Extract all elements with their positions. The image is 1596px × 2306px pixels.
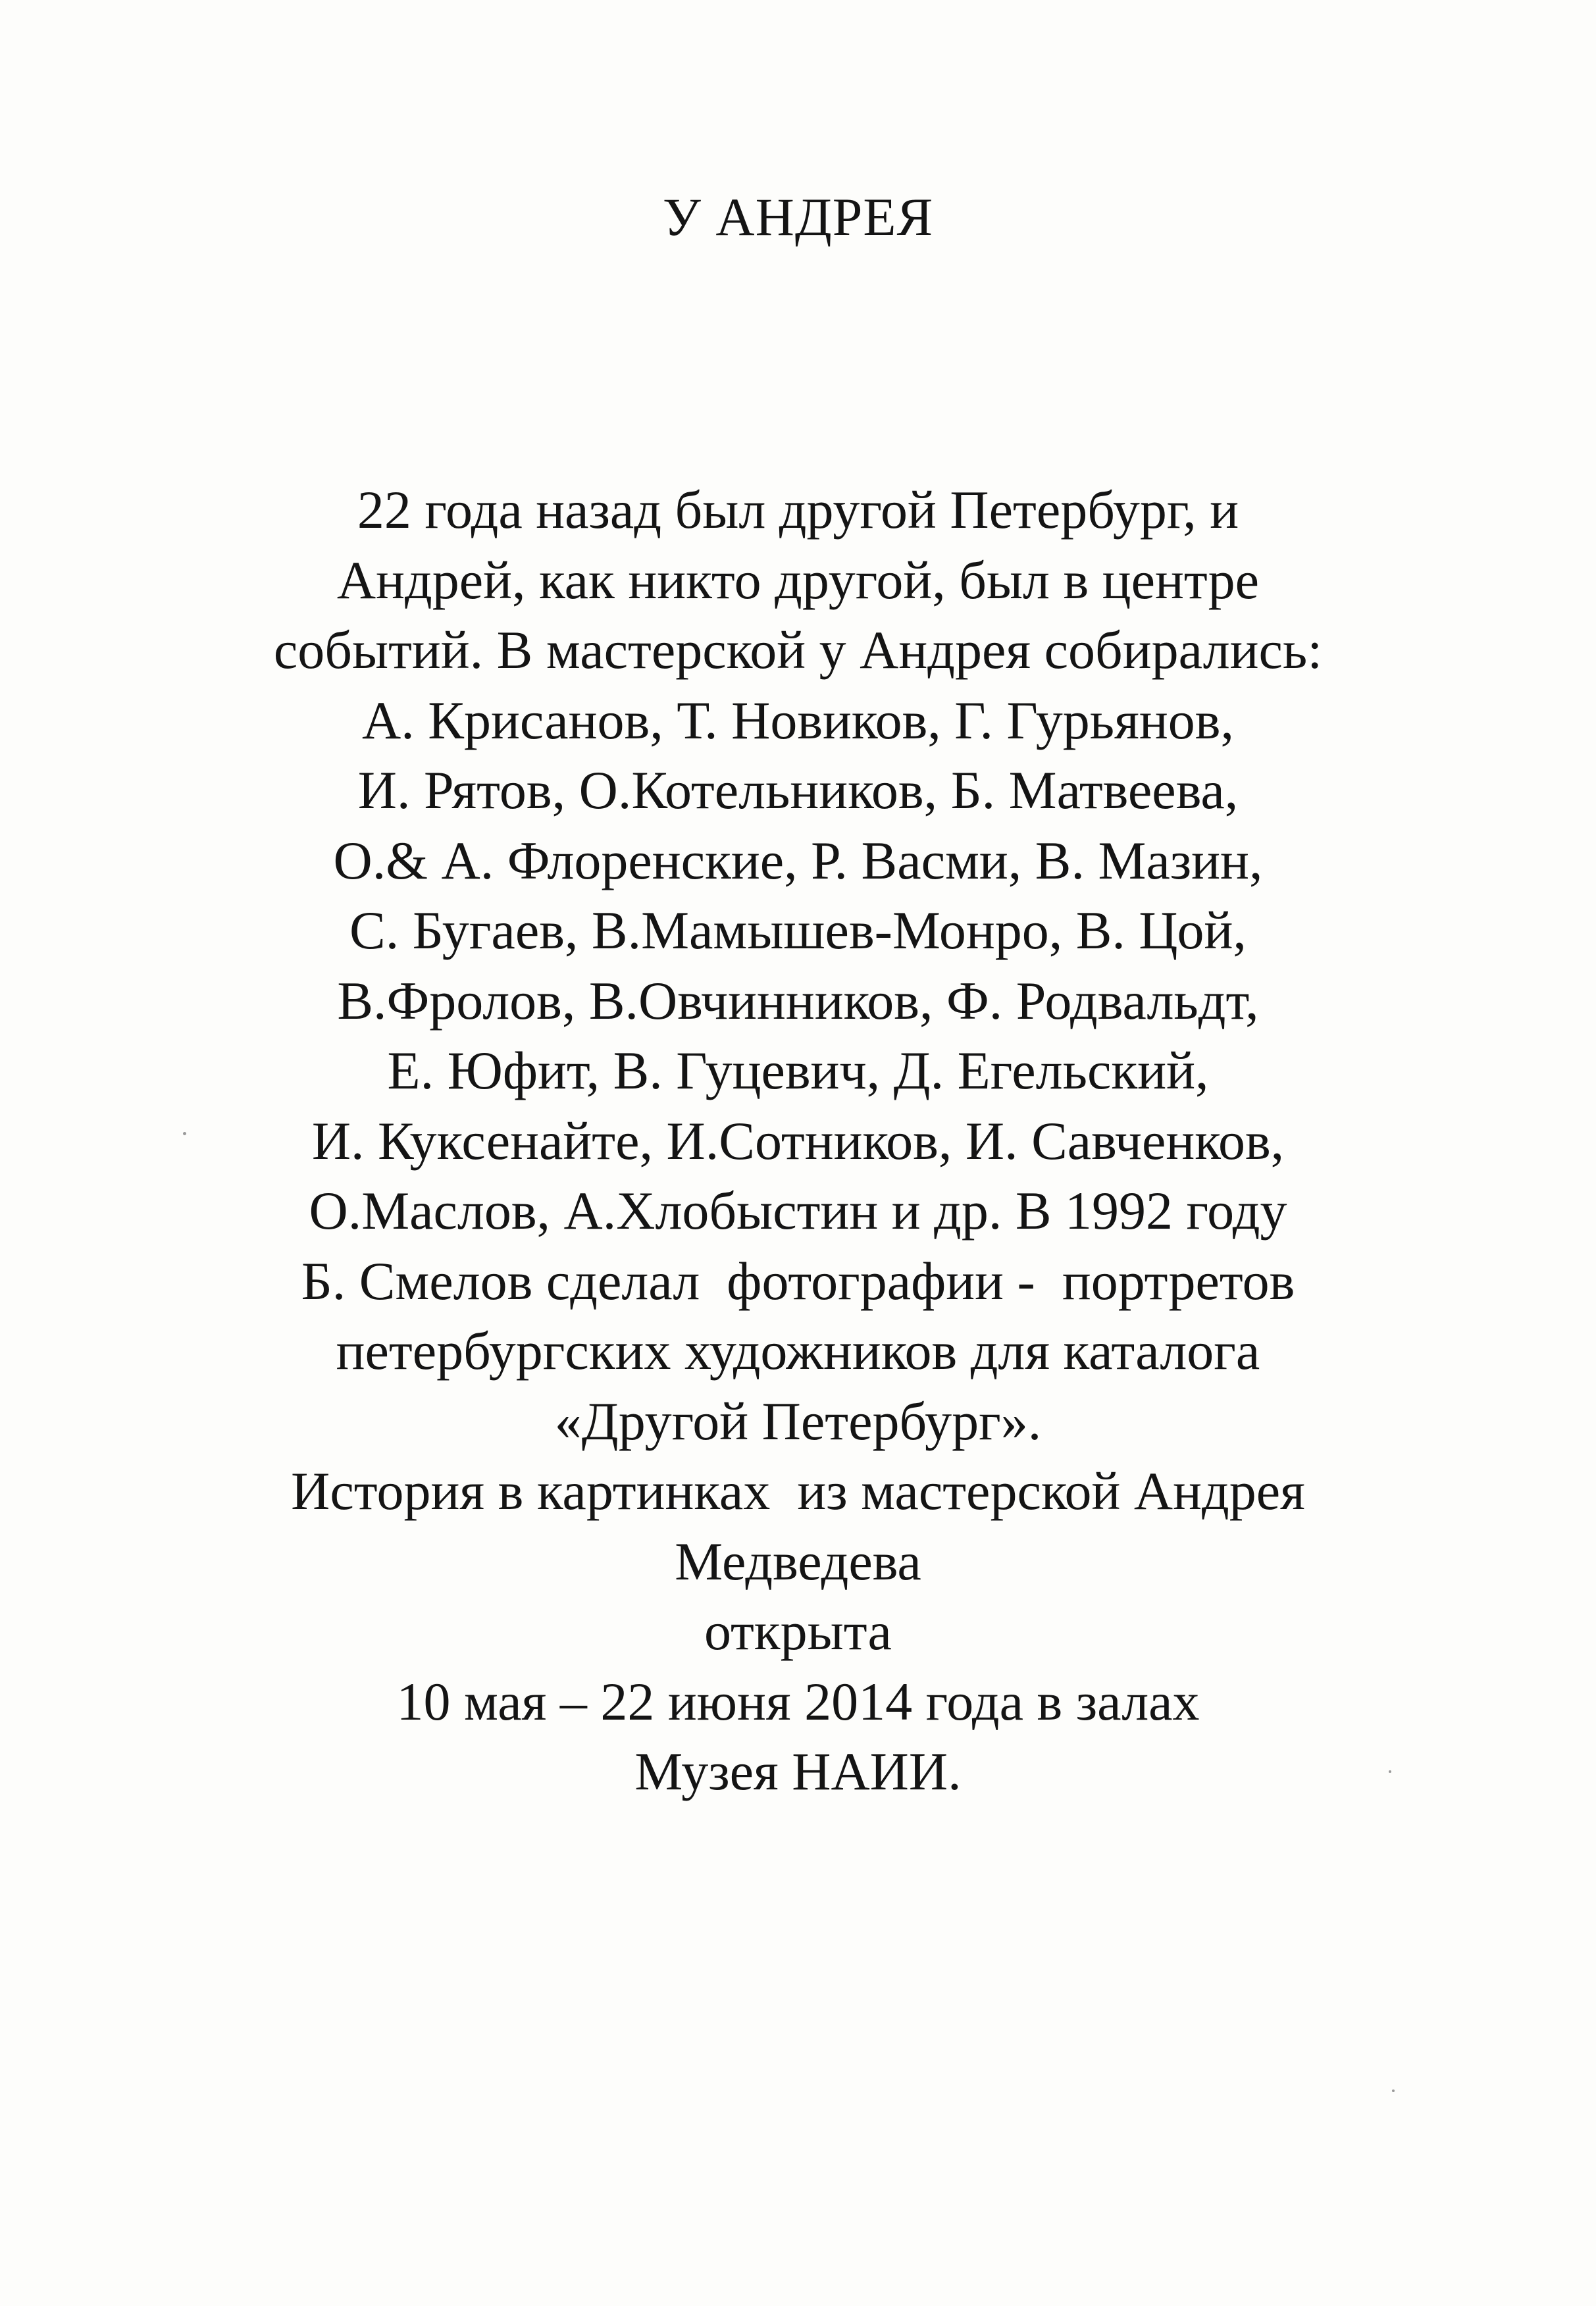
body-line: событий. В мастерской у Андрея собирались:: [273, 620, 1323, 680]
body-line: О.& А. Флоренские, Р. Васми, В. Мазин,: [333, 830, 1263, 890]
body-line: А. Крисанов, Т. Новиков, Г. Гурьянов,: [362, 690, 1234, 750]
body-line: С. Бугаев, В.Мамышев-Монро, В. Цой,: [349, 900, 1247, 960]
body-line: «Другой Петербург».: [554, 1391, 1042, 1451]
body-line: 22 года назад был другой Петербург, и: [357, 480, 1239, 540]
scan-speck: [1389, 1770, 1391, 1773]
body-line: 10 мая – 22 июня 2014 года в залах: [396, 1671, 1200, 1731]
body-line: Е. Юфит, В. Гуцевич, Д. Егельский,: [387, 1040, 1209, 1100]
body-line: История в картинках из мастерской Андрея: [291, 1461, 1305, 1521]
body-line: И. Рятов, О.Котельников, Б. Матвеева,: [357, 760, 1239, 820]
body-line: петербургских художников для каталога: [336, 1321, 1260, 1381]
body-line: открыта: [704, 1601, 892, 1661]
body-line: Медведева: [675, 1531, 921, 1591]
scan-speck: [1392, 2089, 1395, 2092]
body-line: Б. Смелов сделал фотографии - портретов: [301, 1250, 1295, 1311]
document-body: [171, 475, 1425, 1807]
body-line: В.Фролов, В.Овчинников, Ф. Родвальдт,: [337, 970, 1259, 1031]
scan-speck: [183, 1132, 186, 1135]
body-line: И. Куксенайте, И.Сотников, И. Савченков,: [311, 1110, 1285, 1171]
body-line: Музея НАИИ.: [634, 1741, 962, 1801]
document-title: У АНДРЕЯ: [662, 187, 934, 247]
body-line: Андрей, как никто другой, был в центре: [336, 550, 1260, 610]
body-line: О.Маслов, А.Хлобыстин и др. В 1992 году: [309, 1181, 1287, 1241]
